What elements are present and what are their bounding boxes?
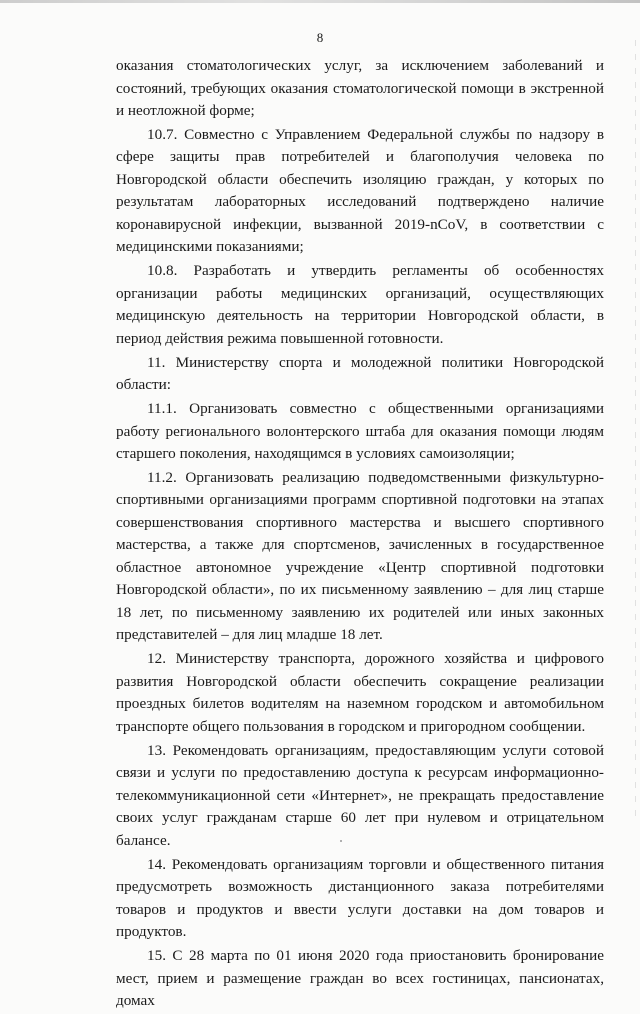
paragraph-continuation: оказания стоматологических услуг, за исключением заболеваний и состояний, требующих оказания стоматологической помощи в экстренной и неотложной форме;	[116, 57, 604, 119]
document-body	[116, 55, 604, 1014]
paragraph-10-7: 10.7. Совместно с Управлением Федеральной службы по надзору в сфере защиты прав потребителей и благополучия человека по Новгородской области обеспечить изоляцию граждан, у которых по результатам лабораторных исследований подтверждено наличие коронавирусной инфекции, вызванной 2019-nCoV, в соответствии с медицинскими показаниями;	[116, 125, 604, 256]
paragraph-15: 15. С 28 марта по 01 июня 2020 года приостановить бронирование мест, прием и размещение граждан во всех гостиницах, пансионатах, домах	[116, 947, 604, 1010]
scan-speck	[340, 840, 342, 842]
page-number: 8	[316, 30, 324, 45]
scan-top-edge	[0, 0, 640, 3]
paragraph-10-8: 10.8. Разработать и утвердить регламенты об особенностях организации работы медицинских организаций, осуществляющих медицинскую деятельность на территории Новгородской области, в период действия режима повышенной готовности.	[116, 262, 604, 347]
paragraph-11-2: 11.2. Организовать реализацию подведомственными физкультурно-спортивными организациями программ спортивной подготовки на этапах совершенствования спортивного мастерства и высшего спортивного мастерства, а также для спортсменов, зачисленных в государственное областное автономное учреждение «Центр спортивной подготовки Новгородской области», по их письменному заявлению – для лиц старше 18 лет, по письменному заявлению их родителей или иных законных представителей – для лиц младше 18 лет.	[116, 468, 604, 644]
paragraph-13: 13. Рекомендовать организациям, предоставляющим услуги сотовой связи и услуги по предоставлению доступа к ресурсам информационно-телекоммуникационной сети «Интернет», не прекращать предоставление своих услуг гражданам старше 60 лет при нулевом и отрицательном балансе.	[116, 741, 604, 849]
paragraph-11: 11. Министерству спорта и молодежной политики Новгородской области:	[116, 353, 604, 394]
scan-right-edge	[635, 40, 636, 820]
paragraph-11-1: 11.1. Организовать совместно с общественными организациями работу регионального волонтерского штаба для оказания помощи людям старшего поколения, находящимся в условиях самоизоляции;	[116, 400, 604, 463]
paragraph-14: 14. Рекомендовать организациям торговли и общественного питания предусмотреть возможность дистанционного заказа потребителями товаров и продуктов и ввести услуги доставки на дом товаров и продуктов.	[116, 855, 604, 941]
paragraph-12: 12. Министерству транспорта, дорожного хозяйства и цифрового развития Новгородской области обеспечить сокращение реализации проездных билетов водителям на наземном городском и автомобильном транспорте общего пользования в городском и пригородном сообщении.	[116, 650, 604, 735]
